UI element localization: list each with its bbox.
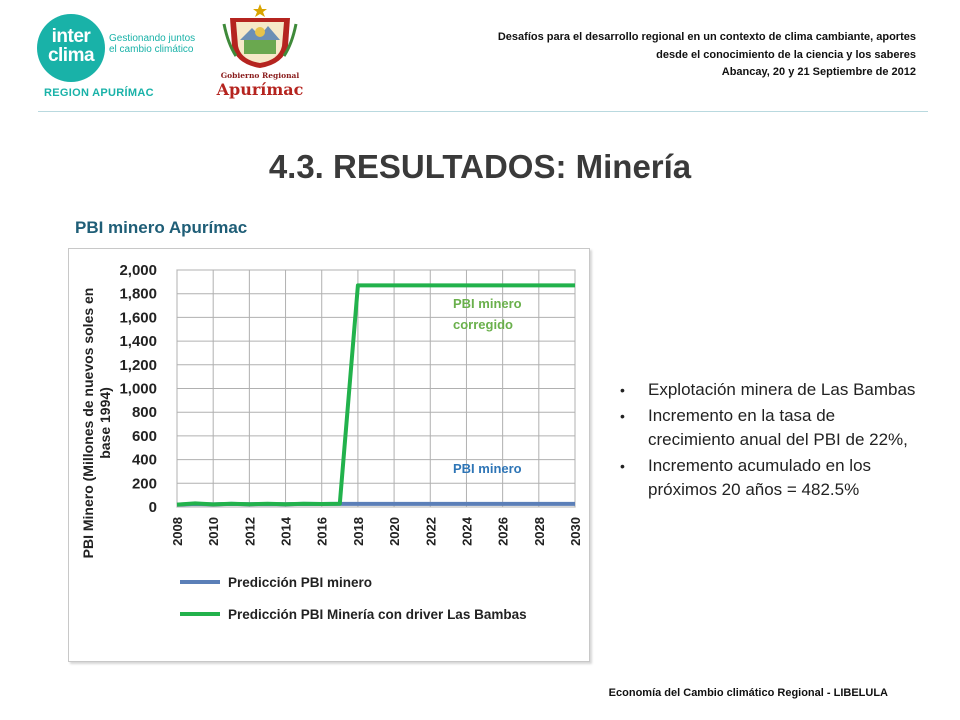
- bullet-text: Explotación minera de Las Bambas: [648, 380, 916, 399]
- legend-label: Predicción PBI Minería con driver Las Bambas: [228, 607, 527, 622]
- x-tick-label: 2012: [242, 517, 258, 546]
- event-date: Abancay, 20 y 21 Septiembre de 2012: [721, 66, 916, 78]
- x-tick-label: 2018: [350, 517, 366, 546]
- y-tick-label: 1,000: [119, 380, 157, 398]
- bullet-text: Incremento en la tasa de crecimiento anual del PBI de 22%,: [648, 406, 908, 449]
- bullet-dot-icon: •: [620, 458, 625, 474]
- annotation-pbi-minero: PBI minero: [453, 461, 522, 476]
- logo-word-clima: clima: [47, 45, 95, 66]
- bullet-item: [618, 454, 918, 502]
- gov-logo-line2: Apurímac: [216, 80, 304, 99]
- footer-credit: Economía del Cambio climático Regional - LIBELULA: [608, 687, 888, 699]
- x-tick-label: 2008: [170, 517, 185, 546]
- event-title-line2: desde el conocimiento de la ciencia y los saberes: [656, 49, 916, 61]
- y-tick-label: 1,600: [119, 309, 157, 327]
- y-axis-label: PBI Minero (Millones de nuevos soles en: [80, 287, 96, 559]
- event-title-line1: Desafíos para el desarrollo regional en un contexto de clima cambiante, aportes: [497, 31, 916, 43]
- logo-word-inter: inter: [51, 26, 91, 47]
- x-tick-label: 2022: [423, 517, 439, 546]
- x-tick-label: 2030: [568, 517, 583, 546]
- x-tick-label: 2016: [314, 517, 330, 546]
- y-tick-label: 800: [131, 404, 157, 422]
- x-tick-label: 2014: [278, 517, 294, 546]
- regional-government-crest-icon: [222, 4, 298, 70]
- x-tick-label: 2020: [387, 517, 403, 546]
- y-tick-label: 0: [148, 499, 157, 516]
- annotation-corregido: PBI minero: [453, 296, 522, 311]
- y-tick-label: 200: [131, 475, 157, 493]
- region-label: REGION APURÍMAC: [44, 87, 154, 99]
- y-tick-label: 600: [131, 427, 157, 445]
- x-tick-label: 2026: [495, 517, 511, 546]
- bullet-dot-icon: •: [620, 382, 625, 398]
- bullet-item: [618, 404, 918, 452]
- y-tick-label: 400: [131, 451, 157, 469]
- bullet-item: [618, 378, 918, 402]
- x-tick-label: 2010: [206, 517, 222, 546]
- bullet-list: [618, 378, 918, 504]
- x-tick-label: 2028: [531, 517, 547, 546]
- y-axis-label-2: base 1994): [97, 387, 113, 459]
- legend-label: Predicción PBI minero: [228, 575, 373, 590]
- y-tick-label: 1,800: [119, 285, 157, 303]
- annotation-corregido-2: corregido: [453, 317, 513, 332]
- logo-tagline-2: el cambio climático: [109, 44, 194, 55]
- y-tick-label: 2,000: [119, 262, 157, 279]
- y-tick-label: 1,400: [119, 333, 157, 351]
- pbi-minero-chart: [68, 248, 588, 662]
- logo-tagline: Gestionando juntos: [109, 33, 196, 44]
- header-divider: [38, 111, 928, 112]
- y-tick-label: 1,200: [119, 356, 157, 374]
- gov-logo-line1: Gobierno Regional: [220, 71, 300, 80]
- x-tick-label: 2024: [459, 517, 475, 546]
- slide-title: 4.3. RESULTADOS: Minería: [268, 148, 692, 185]
- bullet-dot-icon: •: [620, 408, 625, 424]
- bullet-text: Incremento acumulado en los próximos 20 años = 482.5%: [648, 456, 872, 499]
- chart-title: PBI minero Apurímac: [75, 218, 248, 237]
